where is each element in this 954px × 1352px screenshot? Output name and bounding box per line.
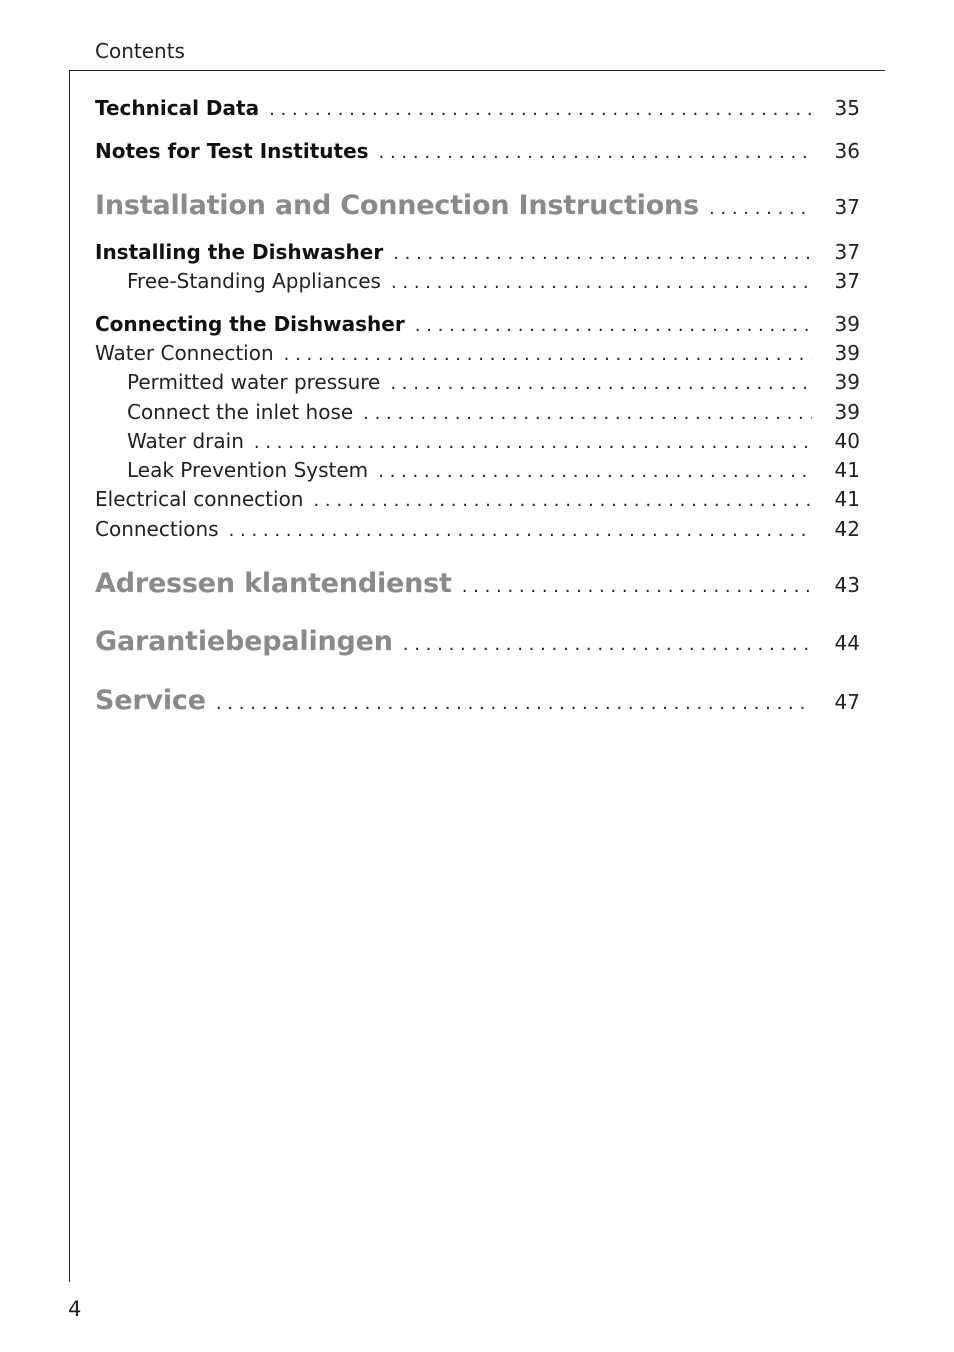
toc-entry-technical-data[interactable] bbox=[95, 96, 860, 120]
toc-entry-title: Water drain bbox=[127, 429, 244, 453]
toc-dot-leader bbox=[403, 634, 812, 655]
toc-section-title: Garantiebepalingen bbox=[95, 626, 393, 657]
toc-section-garantiebepalingen[interactable] bbox=[95, 626, 860, 657]
toc-dot-leader bbox=[379, 142, 812, 163]
toc-entry-title: Water Connection bbox=[95, 341, 274, 365]
page-header-label: Contents bbox=[95, 39, 185, 63]
toc-entry-page: 39 bbox=[834, 400, 860, 424]
toc-entry-leak-prevention-system[interactable] bbox=[127, 458, 860, 482]
toc-entry-page: 43 bbox=[834, 573, 860, 597]
toc-entry-page: 39 bbox=[834, 341, 860, 365]
toc-section-installation[interactable] bbox=[95, 190, 860, 221]
toc-entry-title: Leak Prevention System bbox=[127, 458, 369, 482]
toc-entry-title: Connect the inlet hose bbox=[127, 400, 354, 424]
toc-dot-leader bbox=[313, 490, 812, 511]
toc-dot-leader bbox=[391, 272, 812, 293]
toc-entry-title: Free-Standing Appliances bbox=[127, 269, 381, 293]
toc-entry-page: 37 bbox=[834, 195, 860, 219]
toc-entry-title: Connections bbox=[95, 517, 219, 541]
toc-dot-leader bbox=[216, 693, 812, 714]
toc-section-service[interactable] bbox=[95, 685, 860, 716]
toc-entry-connect-the-inlet-hose[interactable] bbox=[127, 400, 860, 424]
toc-entry-water-connection[interactable] bbox=[95, 341, 860, 365]
toc-entry-electrical-connection[interactable] bbox=[95, 487, 860, 511]
toc-entry-page: 35 bbox=[834, 96, 860, 120]
toc-entry-notes-for-test-institutes[interactable] bbox=[95, 139, 860, 163]
toc-entry-page: 37 bbox=[834, 240, 860, 264]
toc-entry-connecting-the-dishwasher[interactable] bbox=[95, 312, 860, 336]
toc-entry-permitted-water-pressure[interactable] bbox=[127, 370, 860, 394]
toc-dot-leader bbox=[254, 432, 812, 453]
toc-section-adressen-klantendienst[interactable] bbox=[95, 568, 860, 599]
header-rule bbox=[69, 70, 885, 71]
toc-dot-leader bbox=[462, 576, 812, 597]
toc-dot-leader bbox=[709, 198, 812, 219]
toc-entry-title: Technical Data bbox=[95, 96, 260, 120]
toc-entry-page: 37 bbox=[834, 269, 860, 293]
toc-section-title: Service bbox=[95, 685, 206, 716]
toc-dot-leader bbox=[415, 315, 812, 336]
toc-entry-page: 47 bbox=[834, 690, 860, 714]
toc-entry-free-standing-appliances[interactable] bbox=[127, 269, 860, 293]
toc-entry-water-drain[interactable] bbox=[127, 429, 860, 453]
toc-entry-page: 36 bbox=[834, 139, 860, 163]
toc-dot-leader bbox=[390, 373, 812, 394]
toc-section-title: Installation and Connection Instructions bbox=[95, 190, 699, 221]
page-number: 4 bbox=[68, 1297, 82, 1321]
toc-entry-title: Connecting the Dishwasher bbox=[95, 312, 405, 336]
toc-entry-page: 41 bbox=[834, 487, 860, 511]
toc-entry-page: 39 bbox=[834, 370, 860, 394]
toc-entry-connections[interactable] bbox=[95, 517, 860, 541]
toc-entry-page: 39 bbox=[834, 312, 860, 336]
toc-entry-page: 44 bbox=[834, 631, 860, 655]
toc-dot-leader bbox=[363, 403, 812, 424]
toc-dot-leader bbox=[284, 344, 812, 365]
toc-entry-page: 40 bbox=[834, 429, 860, 453]
toc-entry-installing-the-dishwasher[interactable] bbox=[95, 240, 860, 264]
left-margin-rule bbox=[69, 70, 70, 1282]
toc-dot-leader bbox=[378, 461, 812, 482]
toc-entry-page: 41 bbox=[834, 458, 860, 482]
toc-entry-page: 42 bbox=[834, 517, 860, 541]
toc-entry-title: Notes for Test Institutes bbox=[95, 139, 369, 163]
toc-entry-title: Electrical connection bbox=[95, 487, 304, 511]
toc-dot-leader bbox=[269, 99, 812, 120]
toc-dot-leader bbox=[229, 520, 812, 541]
toc-entry-title: Installing the Dishwasher bbox=[95, 240, 384, 264]
toc-section-title: Adressen klantendienst bbox=[95, 568, 452, 599]
toc-dot-leader bbox=[393, 243, 812, 264]
toc-entry-title: Permitted water pressure bbox=[127, 370, 381, 394]
